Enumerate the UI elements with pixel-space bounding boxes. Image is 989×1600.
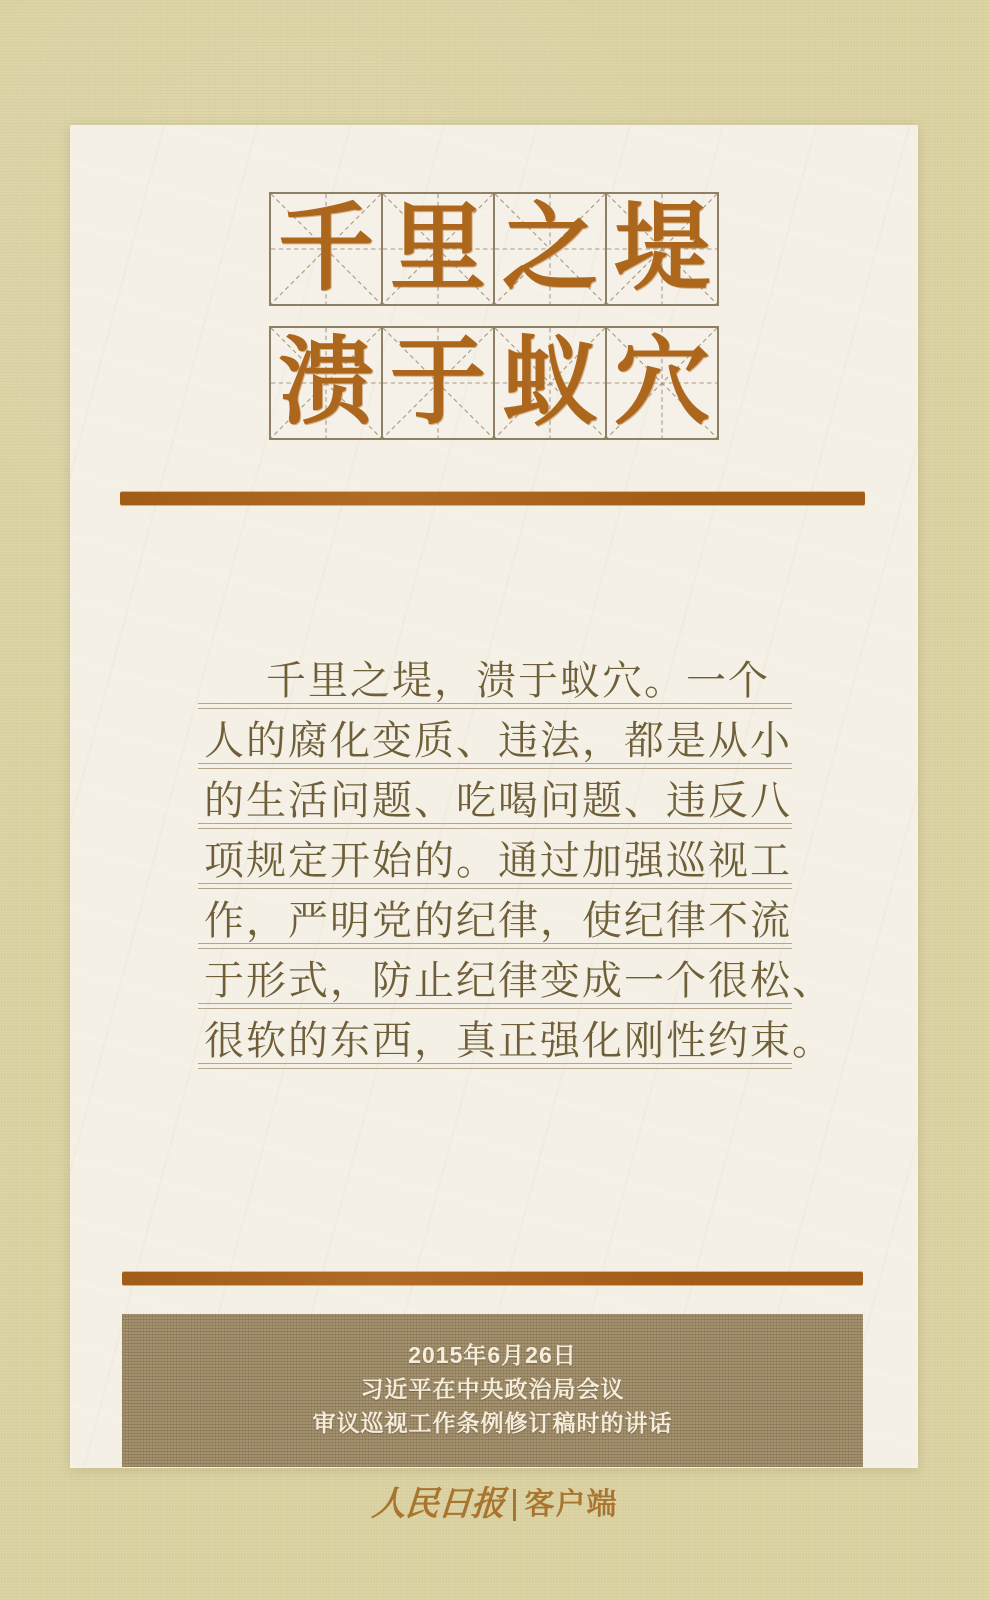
brush-divider-bottom xyxy=(122,1272,863,1285)
rice-grid-cell xyxy=(495,192,607,306)
ruled-line xyxy=(198,1003,792,1009)
title-character: 千 xyxy=(278,195,374,302)
ruled-line xyxy=(198,943,792,949)
logo-divider-bar xyxy=(513,1489,516,1521)
quote-line: 人的腐化变质、违法，都是从小 xyxy=(198,718,792,778)
ruled-line xyxy=(198,703,792,709)
ruled-line xyxy=(198,883,792,889)
quote-line: 于形式，防止纪律变成一个很松、 xyxy=(198,958,792,1018)
quote-line: 项规定开始的。通过加强巡视工 xyxy=(198,838,792,898)
rice-grid-cell xyxy=(383,192,495,306)
title-character: 溃 xyxy=(278,329,374,436)
attribution-date: 2015年6月26日 xyxy=(408,1342,577,1368)
rice-grid-cell xyxy=(495,326,607,440)
title-character: 里 xyxy=(390,195,486,302)
title-character: 之 xyxy=(502,195,598,302)
title-character: 于 xyxy=(390,329,486,436)
logo-suffix: 客户端 xyxy=(524,1488,618,1521)
quote-line: 的生活问题、吃喝问题、违反八 xyxy=(198,778,792,838)
rice-grid-cell xyxy=(269,326,383,440)
title-grid-row-1 xyxy=(269,192,719,306)
brush-divider-top xyxy=(120,492,865,505)
title-grid-row-2 xyxy=(269,326,719,440)
rice-grid-cell xyxy=(607,326,719,440)
rice-grid-cell xyxy=(383,326,495,440)
peoples-daily-logo xyxy=(0,1483,989,1527)
quote-line: 作，严明党的纪律，使纪律不流 xyxy=(198,898,792,958)
quote-paragraph xyxy=(198,658,834,1078)
quote-card xyxy=(70,125,918,1468)
quote-line: 很软的东西，真正强化刚性约束。 xyxy=(198,1018,792,1078)
rice-grid-cell xyxy=(269,192,383,306)
attribution-speaker: 习近平在中央政治局会议 xyxy=(360,1376,625,1402)
ruled-line xyxy=(198,763,792,769)
ruled-line xyxy=(198,823,792,829)
ruled-line xyxy=(198,1063,792,1069)
title-character: 堤 xyxy=(614,195,710,302)
attribution-box xyxy=(122,1314,863,1467)
title-grid xyxy=(70,192,918,440)
masthead-wordmark: 人民日报 xyxy=(370,1486,505,1523)
rice-grid-cell xyxy=(607,192,719,306)
quote-line: 千里之堤，溃于蚁穴。一个 xyxy=(198,658,792,718)
title-character: 蚁 xyxy=(502,329,598,436)
title-character: 穴 xyxy=(614,329,710,436)
attribution-occasion: 审议巡视工作条例修订稿时的讲话 xyxy=(312,1410,673,1436)
